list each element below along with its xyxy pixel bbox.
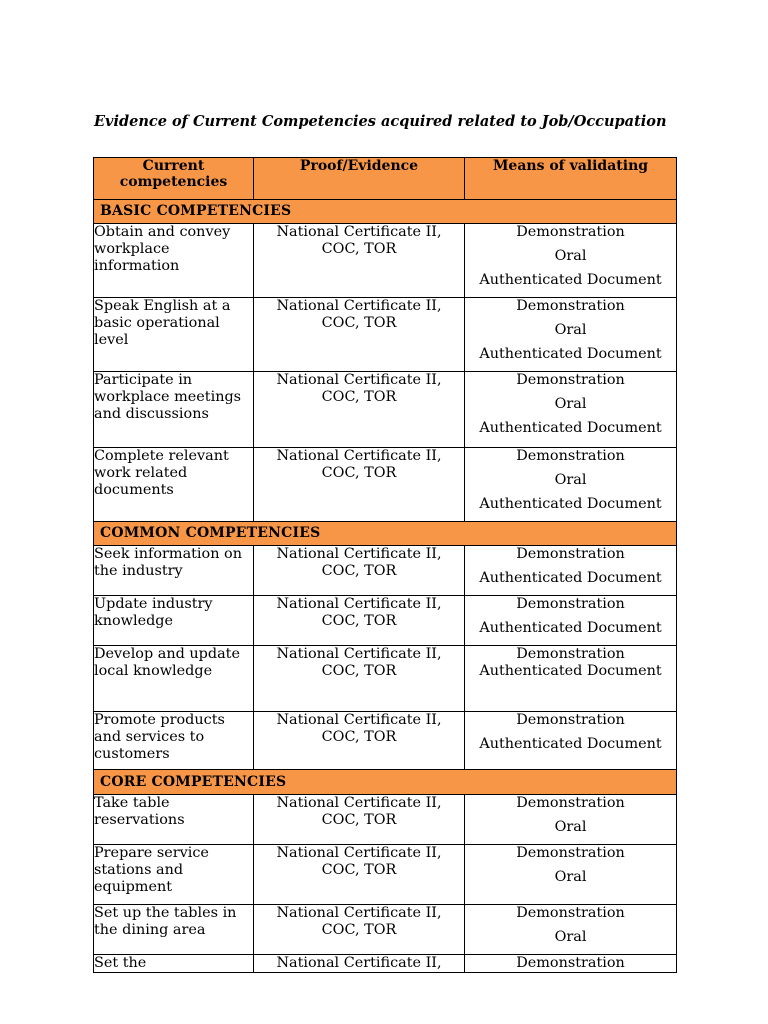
- competency-cell: Obtain and convey workplace information: [94, 224, 254, 298]
- means-item: Authenticated Document: [479, 272, 662, 288]
- means-item: Demonstration: [516, 646, 625, 662]
- means-item: Demonstration: [516, 955, 625, 971]
- means-cell: [465, 646, 677, 712]
- means-cell: [465, 905, 677, 955]
- means-item: Demonstration: [516, 224, 625, 240]
- table-row: [94, 955, 677, 973]
- table-row: [94, 224, 677, 298]
- table-row: [94, 596, 677, 646]
- proof-cell: [254, 646, 465, 712]
- section-label: CORE COMPETENCIES: [94, 770, 677, 795]
- competency-cell: Seek information on the industry: [94, 546, 254, 596]
- means-item: Oral: [554, 869, 587, 885]
- proof-cell: [254, 795, 465, 845]
- table-body: [94, 200, 677, 973]
- proof-text: National Certificate II, COC, TOR: [276, 546, 442, 579]
- table-row: [94, 448, 677, 522]
- means-cell: [465, 448, 677, 522]
- means-item: Demonstration: [516, 845, 625, 861]
- means-item: Oral: [554, 396, 587, 412]
- header-means-of-validating: Means of validating: [465, 158, 677, 200]
- competency-table: [93, 157, 677, 973]
- proof-text: National Certificate II, COC, TOR: [276, 795, 442, 828]
- table-row: [94, 712, 677, 770]
- header-current-competencies: Current competencies: [94, 158, 254, 200]
- proof-cell: [254, 905, 465, 955]
- competency-cell: Prepare service stations and equipment: [94, 845, 254, 905]
- competency-cell: Develop and update local knowledge: [94, 646, 254, 712]
- means-item: Oral: [554, 472, 587, 488]
- section-row: [94, 522, 677, 546]
- means-item: Demonstration: [516, 298, 625, 314]
- means-item: Oral: [554, 929, 587, 945]
- proof-cell: [254, 955, 465, 973]
- competency-cell: Complete relevant work related documents: [94, 448, 254, 522]
- competency-cell: Update industry knowledge: [94, 596, 254, 646]
- proof-text: National Certificate II, COC, TOR: [276, 905, 442, 938]
- means-cell: [465, 546, 677, 596]
- means-item: Demonstration: [516, 795, 625, 811]
- means-item: Authenticated Document: [479, 570, 662, 586]
- means-item: Authenticated Document: [479, 736, 662, 752]
- competency-cell: Set up the tables in the dining area: [94, 905, 254, 955]
- proof-text: National Certificate II, COC, TOR: [276, 712, 442, 745]
- competency-cell: Set the: [94, 955, 254, 973]
- means-cell: [465, 298, 677, 372]
- means-cell: [465, 795, 677, 845]
- means-cell: [465, 596, 677, 646]
- means-item: Demonstration: [516, 712, 625, 728]
- section-label: BASIC COMPETENCIES: [94, 200, 677, 224]
- means-cell: [465, 224, 677, 298]
- means-item: Demonstration: [516, 546, 625, 562]
- competency-cell: Take table reservations: [94, 795, 254, 845]
- proof-cell: [254, 224, 465, 298]
- table-row: [94, 646, 677, 712]
- proof-text: National Certificate II, COC, TOR: [276, 646, 442, 679]
- proof-text: National Certificate II, COC, TOR: [276, 596, 442, 629]
- means-item: Authenticated Document: [479, 420, 662, 436]
- proof-text: National Certificate II, COC, TOR: [276, 298, 442, 331]
- means-cell: [465, 845, 677, 905]
- means-cell: [465, 955, 677, 973]
- proof-cell: [254, 546, 465, 596]
- means-cell: [465, 372, 677, 448]
- means-item: Demonstration: [516, 596, 625, 612]
- proof-text: National Certificate II, COC, TOR: [276, 372, 442, 405]
- means-item: Authenticated Document: [479, 620, 662, 636]
- table-row: [94, 795, 677, 845]
- means-item: Demonstration: [516, 905, 625, 921]
- competency-cell: Promote products and services to customers: [94, 712, 254, 770]
- section-label: COMMON COMPETENCIES: [94, 522, 677, 546]
- document-title: Evidence of Current Competencies acquired related to Job/Occupation: [94, 113, 667, 130]
- means-item: Demonstration: [516, 448, 625, 464]
- means-cell: [465, 712, 677, 770]
- competency-cell: Speak English at a basic operational level: [94, 298, 254, 372]
- means-item: Authenticated Document: [479, 663, 662, 679]
- proof-text: National Certificate II,: [276, 955, 442, 971]
- proof-cell: [254, 845, 465, 905]
- means-item: Oral: [554, 248, 587, 264]
- header-proof-evidence: Proof/Evidence: [254, 158, 465, 200]
- proof-cell: [254, 596, 465, 646]
- means-item: Oral: [554, 819, 587, 835]
- proof-cell: [254, 712, 465, 770]
- means-item: Authenticated Document: [479, 346, 662, 362]
- table-row: [94, 845, 677, 905]
- competency-cell: Participate in workplace meetings and discussions: [94, 372, 254, 448]
- means-item: Oral: [554, 322, 587, 338]
- table-row: [94, 298, 677, 372]
- means-item: Demonstration: [516, 372, 625, 388]
- proof-cell: [254, 448, 465, 522]
- proof-cell: [254, 298, 465, 372]
- table-row: [94, 546, 677, 596]
- proof-text: National Certificate II, COC, TOR: [276, 224, 442, 257]
- proof-text: National Certificate II, COC, TOR: [276, 845, 442, 878]
- table-row: [94, 372, 677, 448]
- means-item: Authenticated Document: [479, 496, 662, 512]
- proof-text: National Certificate II, COC, TOR: [276, 448, 442, 481]
- section-row: [94, 200, 677, 224]
- table-row: [94, 905, 677, 955]
- proof-cell: [254, 372, 465, 448]
- section-row: [94, 770, 677, 795]
- table-header-row: [94, 158, 677, 200]
